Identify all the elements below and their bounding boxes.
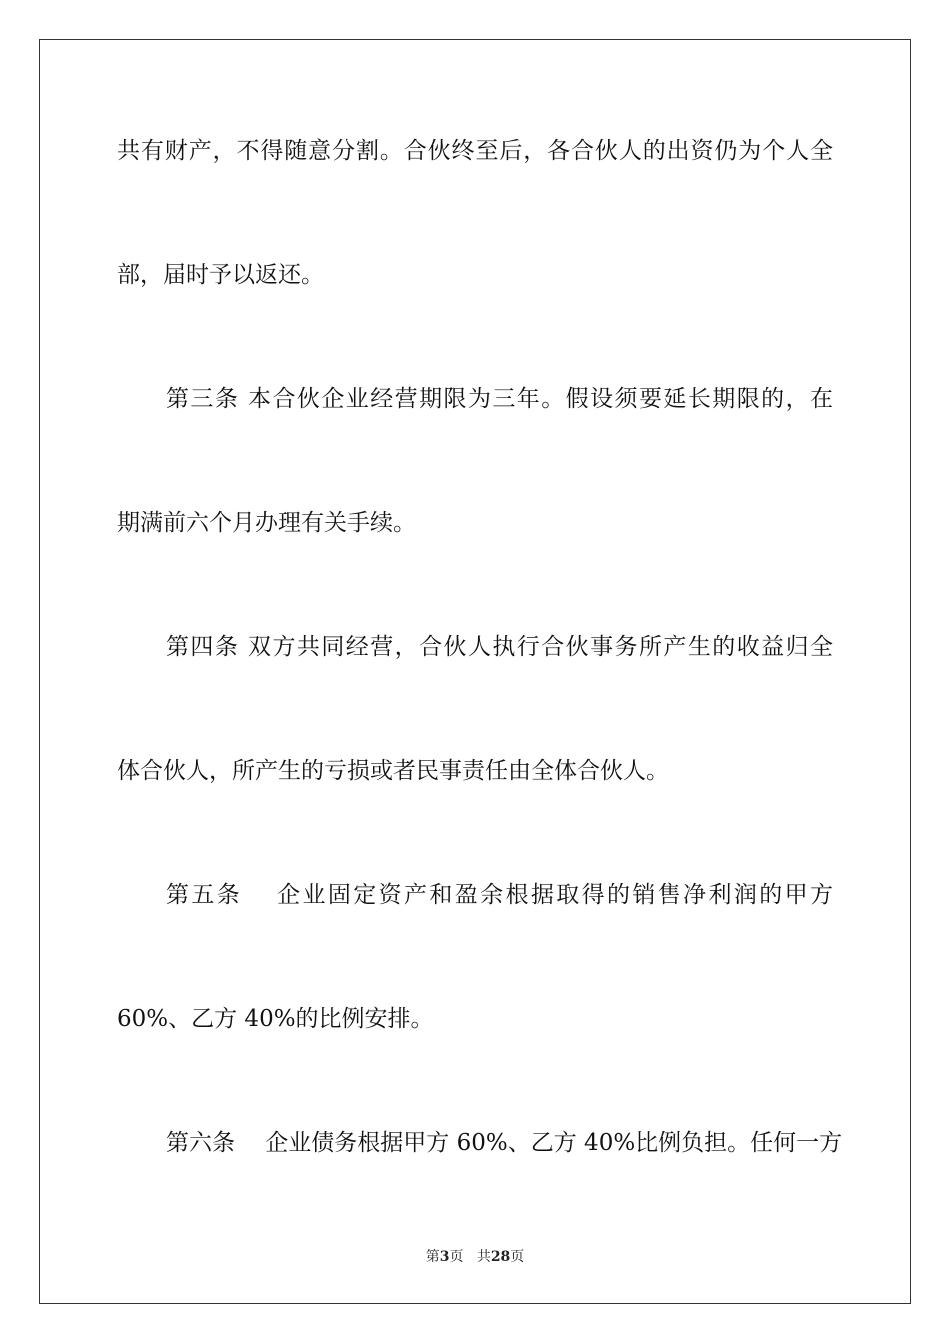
article-5-line-2: 60%、乙方 40%的比例安排。 xyxy=(117,1006,434,1032)
page-border xyxy=(39,39,911,1304)
page-suffix: 页 xyxy=(449,1249,464,1265)
paragraph-line-2: 部，届时予以返还。 xyxy=(117,262,324,288)
total-suffix: 页 xyxy=(510,1249,525,1265)
article-5-line-1: 第五条 企业固定资产和盈余根据取得的销售净利润的甲方 xyxy=(166,882,833,908)
total-pages: 28 xyxy=(490,1249,511,1265)
total-prefix: 共 xyxy=(476,1249,491,1265)
article-3-line-2: 期满前六个月办理有关手续。 xyxy=(117,510,416,536)
article-3-line-1: 第三条 本合伙企业经营期限为三年。假设须要延长期限的，在 xyxy=(166,386,833,412)
paragraph-line-1: 共有财产，不得随意分割。合伙终至后，各合伙人的出资仍为个人全 xyxy=(117,138,833,164)
page-prefix: 第 xyxy=(425,1249,440,1265)
article-4-line-1: 第四条 双方共同经营，合伙人执行合伙事务所产生的收益归全 xyxy=(166,634,833,660)
page-number: 3 xyxy=(439,1249,450,1265)
article-6-line-1: 第六条 企业债务根据甲方 60%、乙方 40%比例负担。任何一方 xyxy=(166,1130,843,1156)
article-4-line-2: 体合伙人，所产生的亏损或者民事责任由全体合伙人。 xyxy=(117,758,669,784)
page-footer xyxy=(0,1248,950,1266)
